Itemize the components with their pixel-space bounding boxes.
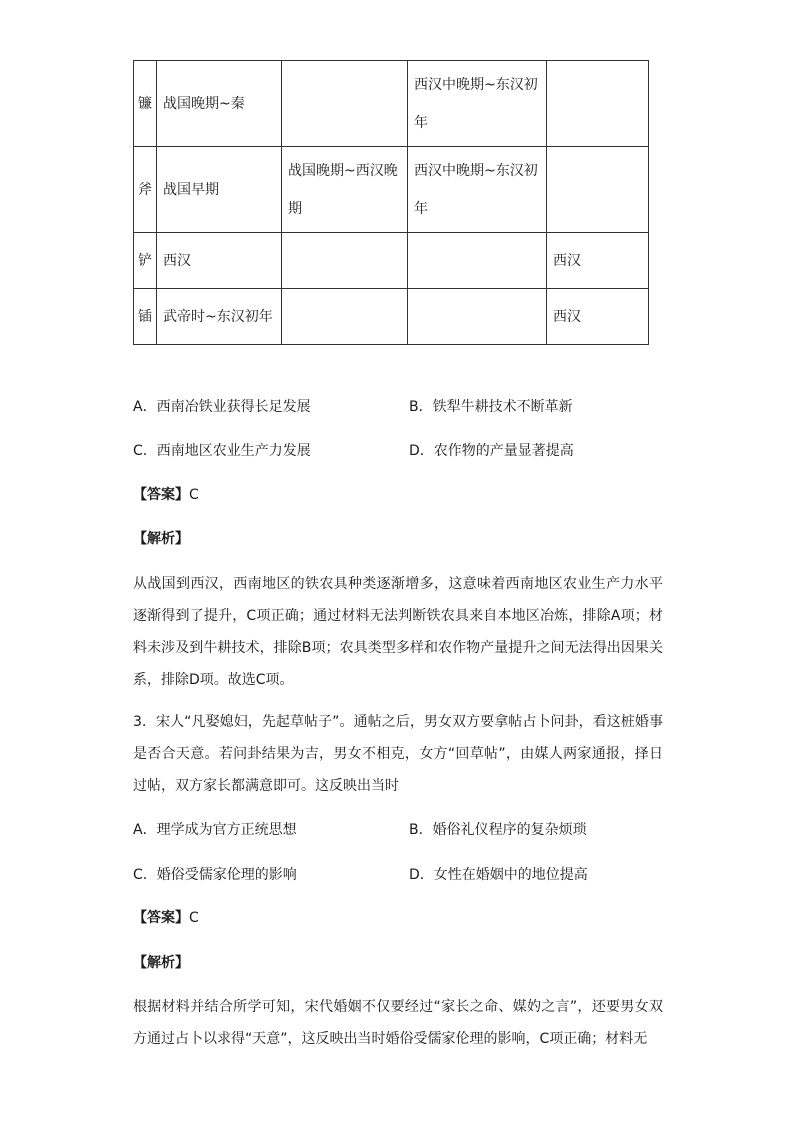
q3-option-b: B．婚俗礼仪程序的复杂烦琐 [409,822,587,838]
q3-analysis-text: 根据材料并结合所学可知，宋代婚姻不仅要经过“家长之命、媒妁之言”，还要男女双方通过占卜以求得“天意”，这反映出当时婚俗受儒家伦理的影响，C项正确；材料无 [133,999,663,1047]
table-cell: 西汉 [547,289,649,345]
table-cell-tool: 镰 [134,61,157,147]
table-row [134,289,649,345]
answer-label: 【答案】 [133,487,189,503]
answer-value: C [189,910,199,926]
q2-analysis-text: 从战国到西汉，西南地区的铁农具种类逐渐增多，这意味着西南地区农业生产力水平逐渐得到了提升，C项正确；通过材料无法判断铁农具来自本地区冶炼，排除A项；材料未涉及到牛耕技术，排除B项；农具类型多样和农作物产量提升之间无法得出因果关系，排除D项。故选C项。 [133,576,663,688]
table-cell [408,233,547,289]
q3-analysis-label: 【解析】 [133,955,189,971]
farm-tools-table [133,60,649,345]
q2-option-b: B．铁犁牛耕技术不断革新 [409,399,573,415]
answer-value: C [189,487,199,503]
answer-label: 【答案】 [133,910,189,926]
table-row [134,233,649,289]
table-cell: 西汉中晚期~东汉初年 [408,147,547,233]
table-cell-tool: 铲 [134,233,157,289]
q2-option-c: C．西南地区农业生产力发展 [133,443,311,459]
table-cell-tool: 锸 [134,289,157,345]
table-cell [282,289,408,345]
table-cell [547,61,649,147]
q3-option-d: D．女性在婚姻中的地位提高 [409,867,588,883]
q3-answer [133,908,199,928]
table-cell: 战国晚期~秦 [157,61,282,147]
q3-stem: 3．宋人“凡娶媳妇，先起草帖子”。通帖之后，男女双方要拿帖占卜问卦，看这桩婚事是否合天意。若问卦结果为吉，男女不相克，女方“回草帖”，由媒人两家通报，择日过帖，双方家长都满意即可。这反映出当时 [133,714,663,794]
q2-answer [133,485,199,505]
q2-option-a: A．西南冶铁业获得长足发展 [133,399,311,415]
table-cell [282,233,408,289]
table-cell [547,147,649,233]
table-cell: 战国早期 [157,147,282,233]
table-cell: 西汉 [157,233,282,289]
q3-option-c: C．婚俗受儒家伦理的影响 [133,867,297,883]
table-cell: 武帝时~东汉初年 [157,289,282,345]
table-row [134,147,649,233]
table-cell: 战国晚期~西汉晚期 [282,147,408,233]
q3-option-a: A．理学成为官方正统思想 [133,822,297,838]
table-cell [282,61,408,147]
q2-option-d: D．农作物的产量显著提高 [409,443,574,459]
table-cell-tool: 斧 [134,147,157,233]
table-cell [408,289,547,345]
table-row [134,61,649,147]
q2-analysis-label: 【解析】 [133,531,189,547]
table-cell: 西汉中晚期~东汉初年 [408,61,547,147]
table-cell: 西汉 [547,233,649,289]
